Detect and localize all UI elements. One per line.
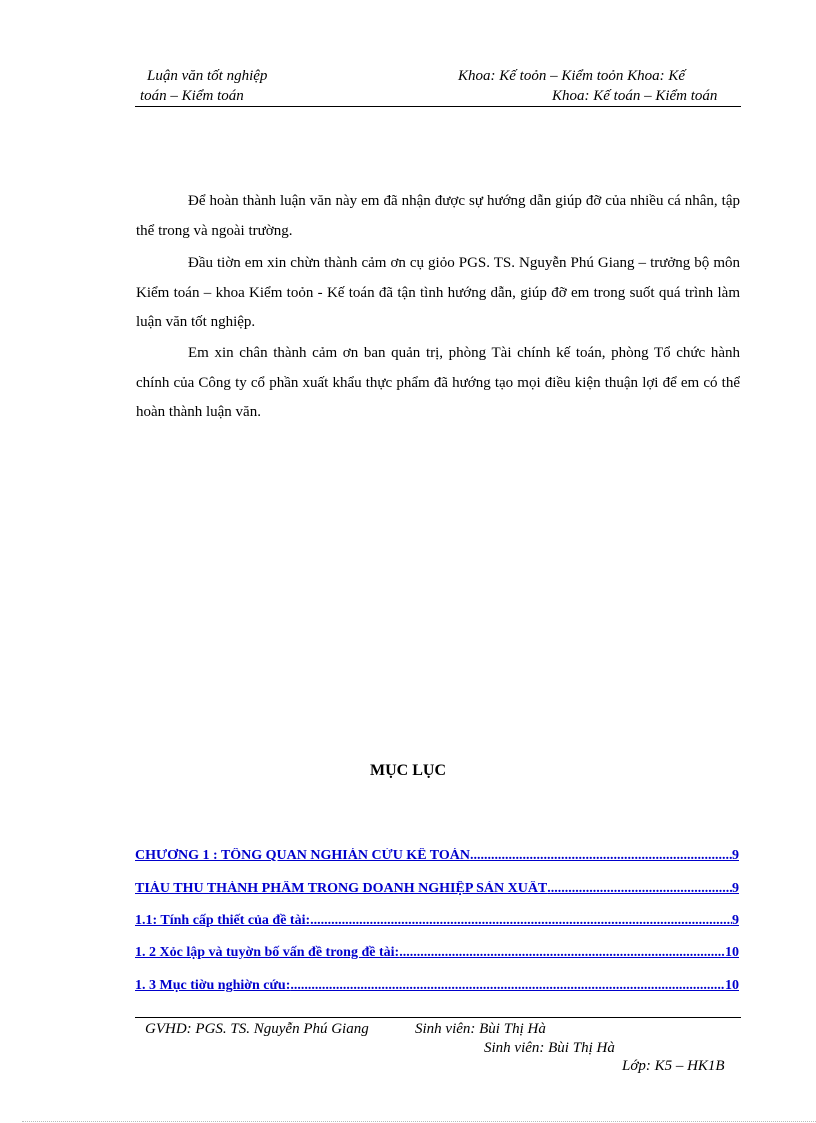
footer-student: Sinh viên: Bùi Thị Hà xyxy=(415,1021,546,1037)
toc-entry-chapter-1[interactable] xyxy=(135,848,739,864)
header-faculty-continued: toán – Kiểm toán xyxy=(140,88,244,104)
acknowledgement-paragraph-2: Đầu tiờn em xin chừn thành cảm ơn cụ giỏo PGS. TS. Nguyễn Phú Giang – trưởng bộ môn Kiểm toán – khoa Kiểm toỏn - Kế toán đã tận tình hướng dẫn, giúp đỡ em trong suốt quá trình làm luận văn tốt nghiệp. xyxy=(136,255,740,330)
header-divider xyxy=(135,106,741,107)
toc-leader-dots xyxy=(399,945,725,961)
toc-entry-text: 1. 3 Mục tiờu nghiờn cứu: xyxy=(135,978,291,993)
toc-leader-dots xyxy=(470,848,732,864)
toc-entry-page: 10 xyxy=(725,978,739,993)
acknowledgement-paragraph-1: Để hoàn thành luận văn này em đã nhận được sự hướng dẫn giúp đỡ của nhiều cá nhân, tập thể trong và ngoài trường. xyxy=(136,193,740,239)
toc-title: MỤC LỤC xyxy=(370,762,446,779)
toc-entry-1-2[interactable] xyxy=(135,945,739,961)
page-bottom-edge xyxy=(22,1121,816,1122)
toc-leader-dots xyxy=(290,978,725,994)
toc-entry-page: 9 xyxy=(732,913,739,928)
footer-class: Lớp: K5 – HK1B xyxy=(622,1058,725,1074)
toc-entry-1-1[interactable] xyxy=(135,913,739,929)
toc-entry-page: 9 xyxy=(732,848,739,863)
toc-entry-page: 10 xyxy=(725,945,739,960)
footer-divider xyxy=(135,1017,741,1018)
toc-entry-text: 1.1: Tính cấp thiết của đề tài: xyxy=(135,913,311,928)
toc-entry-text: TIÁU THU THÀNH PHẨM TRONG DOANH NGHIỆP SẢN XUẤT xyxy=(135,881,548,896)
header-faculty-label-2: Khoa: Kế toán – Kiểm toán xyxy=(552,88,718,104)
toc-entry-chapter-1-continued[interactable] xyxy=(135,881,739,897)
toc-entry-page: 9 xyxy=(732,881,739,896)
toc-entry-1-3[interactable] xyxy=(135,978,739,994)
toc-leader-dots xyxy=(547,881,732,897)
toc-leader-dots xyxy=(310,913,732,929)
header-faculty-label: Khoa: Kế toỏn – Kiểm toỏn Khoa: Kế xyxy=(458,68,686,84)
toc-entry-text: CHƯƠNG 1 : TỔNG QUAN NGHIÁN CỨU KẾ TOÁN xyxy=(135,848,470,863)
footer-student-repeat: Sinh viên: Bùi Thị Hà xyxy=(484,1040,615,1056)
acknowledgement-paragraph-3: Em xin chân thành cảm ơn ban quản trị, phòng Tài chính kế toán, phòng Tổ chức hành chính của Công ty cổ phần xuất khẩu thực phẩm đã hướng tạo mọi điều kiện thuận lợi để em có thể hoàn thành luận văn. xyxy=(136,345,740,420)
footer-supervisor: GVHD: PGS. TS. Nguyễn Phú Giang xyxy=(145,1021,369,1037)
header-thesis-label: Luận văn tốt nghiệp xyxy=(147,68,268,84)
toc-entry-text: 1. 2 Xỏc lập và tuyờn bố vấn đề trong đề tài: xyxy=(135,945,400,960)
